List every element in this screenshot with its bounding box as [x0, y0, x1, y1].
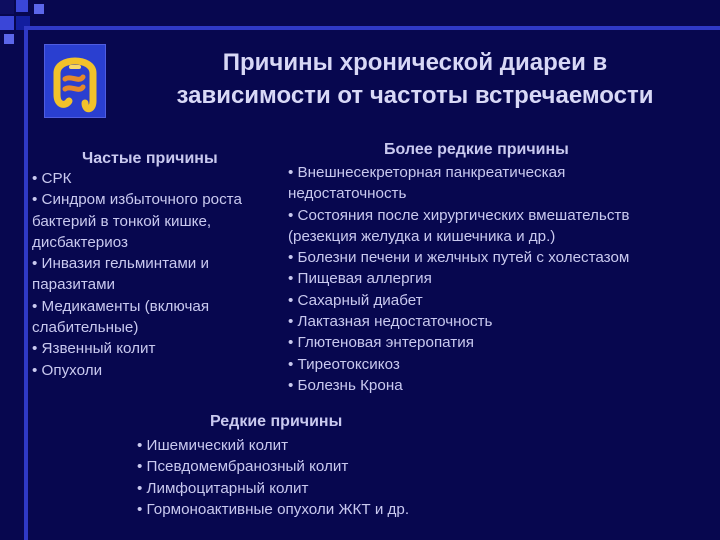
list-item: слабительные) [32, 319, 139, 337]
list-item: • Опухоли [32, 361, 103, 379]
rare-heading: Редкие причины [210, 413, 343, 430]
list-item: • Псевдомембранозный колит [137, 458, 349, 476]
less-common-heading: Более редкие причины [384, 141, 569, 158]
list-item: • СРК [32, 170, 72, 187]
left-rule [24, 26, 28, 540]
list-item: • Внешнесекреторная панкреатическая [288, 164, 566, 181]
list-item: • Ишемический колит [137, 437, 289, 454]
list-item: • Глютеновая энтеропатия [288, 334, 474, 352]
list-item: • Синдром избыточного роста [32, 191, 242, 209]
list-item: • Тиреотоксикоз [288, 355, 400, 373]
less-common-list [288, 162, 629, 396]
list-item: дисбактериоз [32, 233, 128, 251]
list-item: недостаточность [288, 185, 407, 203]
list-item: • Гормоноактивные опухоли ЖКТ и др. [137, 500, 410, 518]
rare-list [137, 435, 409, 520]
list-item: • Состояния после хирургических вмешательств [288, 206, 630, 224]
title-line-2: зависимости от частоты встречаемости [176, 82, 654, 109]
list-item: (резекция желудка и кишечника и др.) [288, 227, 556, 245]
frequent-list [32, 168, 242, 381]
page-title [110, 46, 720, 112]
list-item: паразитами [32, 276, 115, 294]
top-rule [24, 26, 720, 30]
frequent-heading: Частые причины [82, 150, 218, 167]
title-line-1: Причины хронической диареи в [222, 49, 608, 76]
list-item: бактерий в тонкой кишке, [32, 212, 212, 230]
list-item: • Лактазная недостаточность [288, 313, 493, 331]
list-item: • Медикаменты (включая [32, 297, 210, 315]
list-item: • Инвазия гельминтами и [32, 255, 209, 273]
list-item: • Болезни печени и желчных путей с холестазом [288, 249, 630, 267]
intestine-icon [44, 44, 106, 118]
list-item: • Болезнь Крона [288, 376, 403, 394]
list-item: • Сахарный диабет [288, 291, 423, 309]
list-item: • Язвенный колит [32, 340, 156, 358]
list-item: • Пищевая аллергия [288, 270, 432, 288]
list-item: • Лимфоцитарный колит [137, 479, 309, 497]
